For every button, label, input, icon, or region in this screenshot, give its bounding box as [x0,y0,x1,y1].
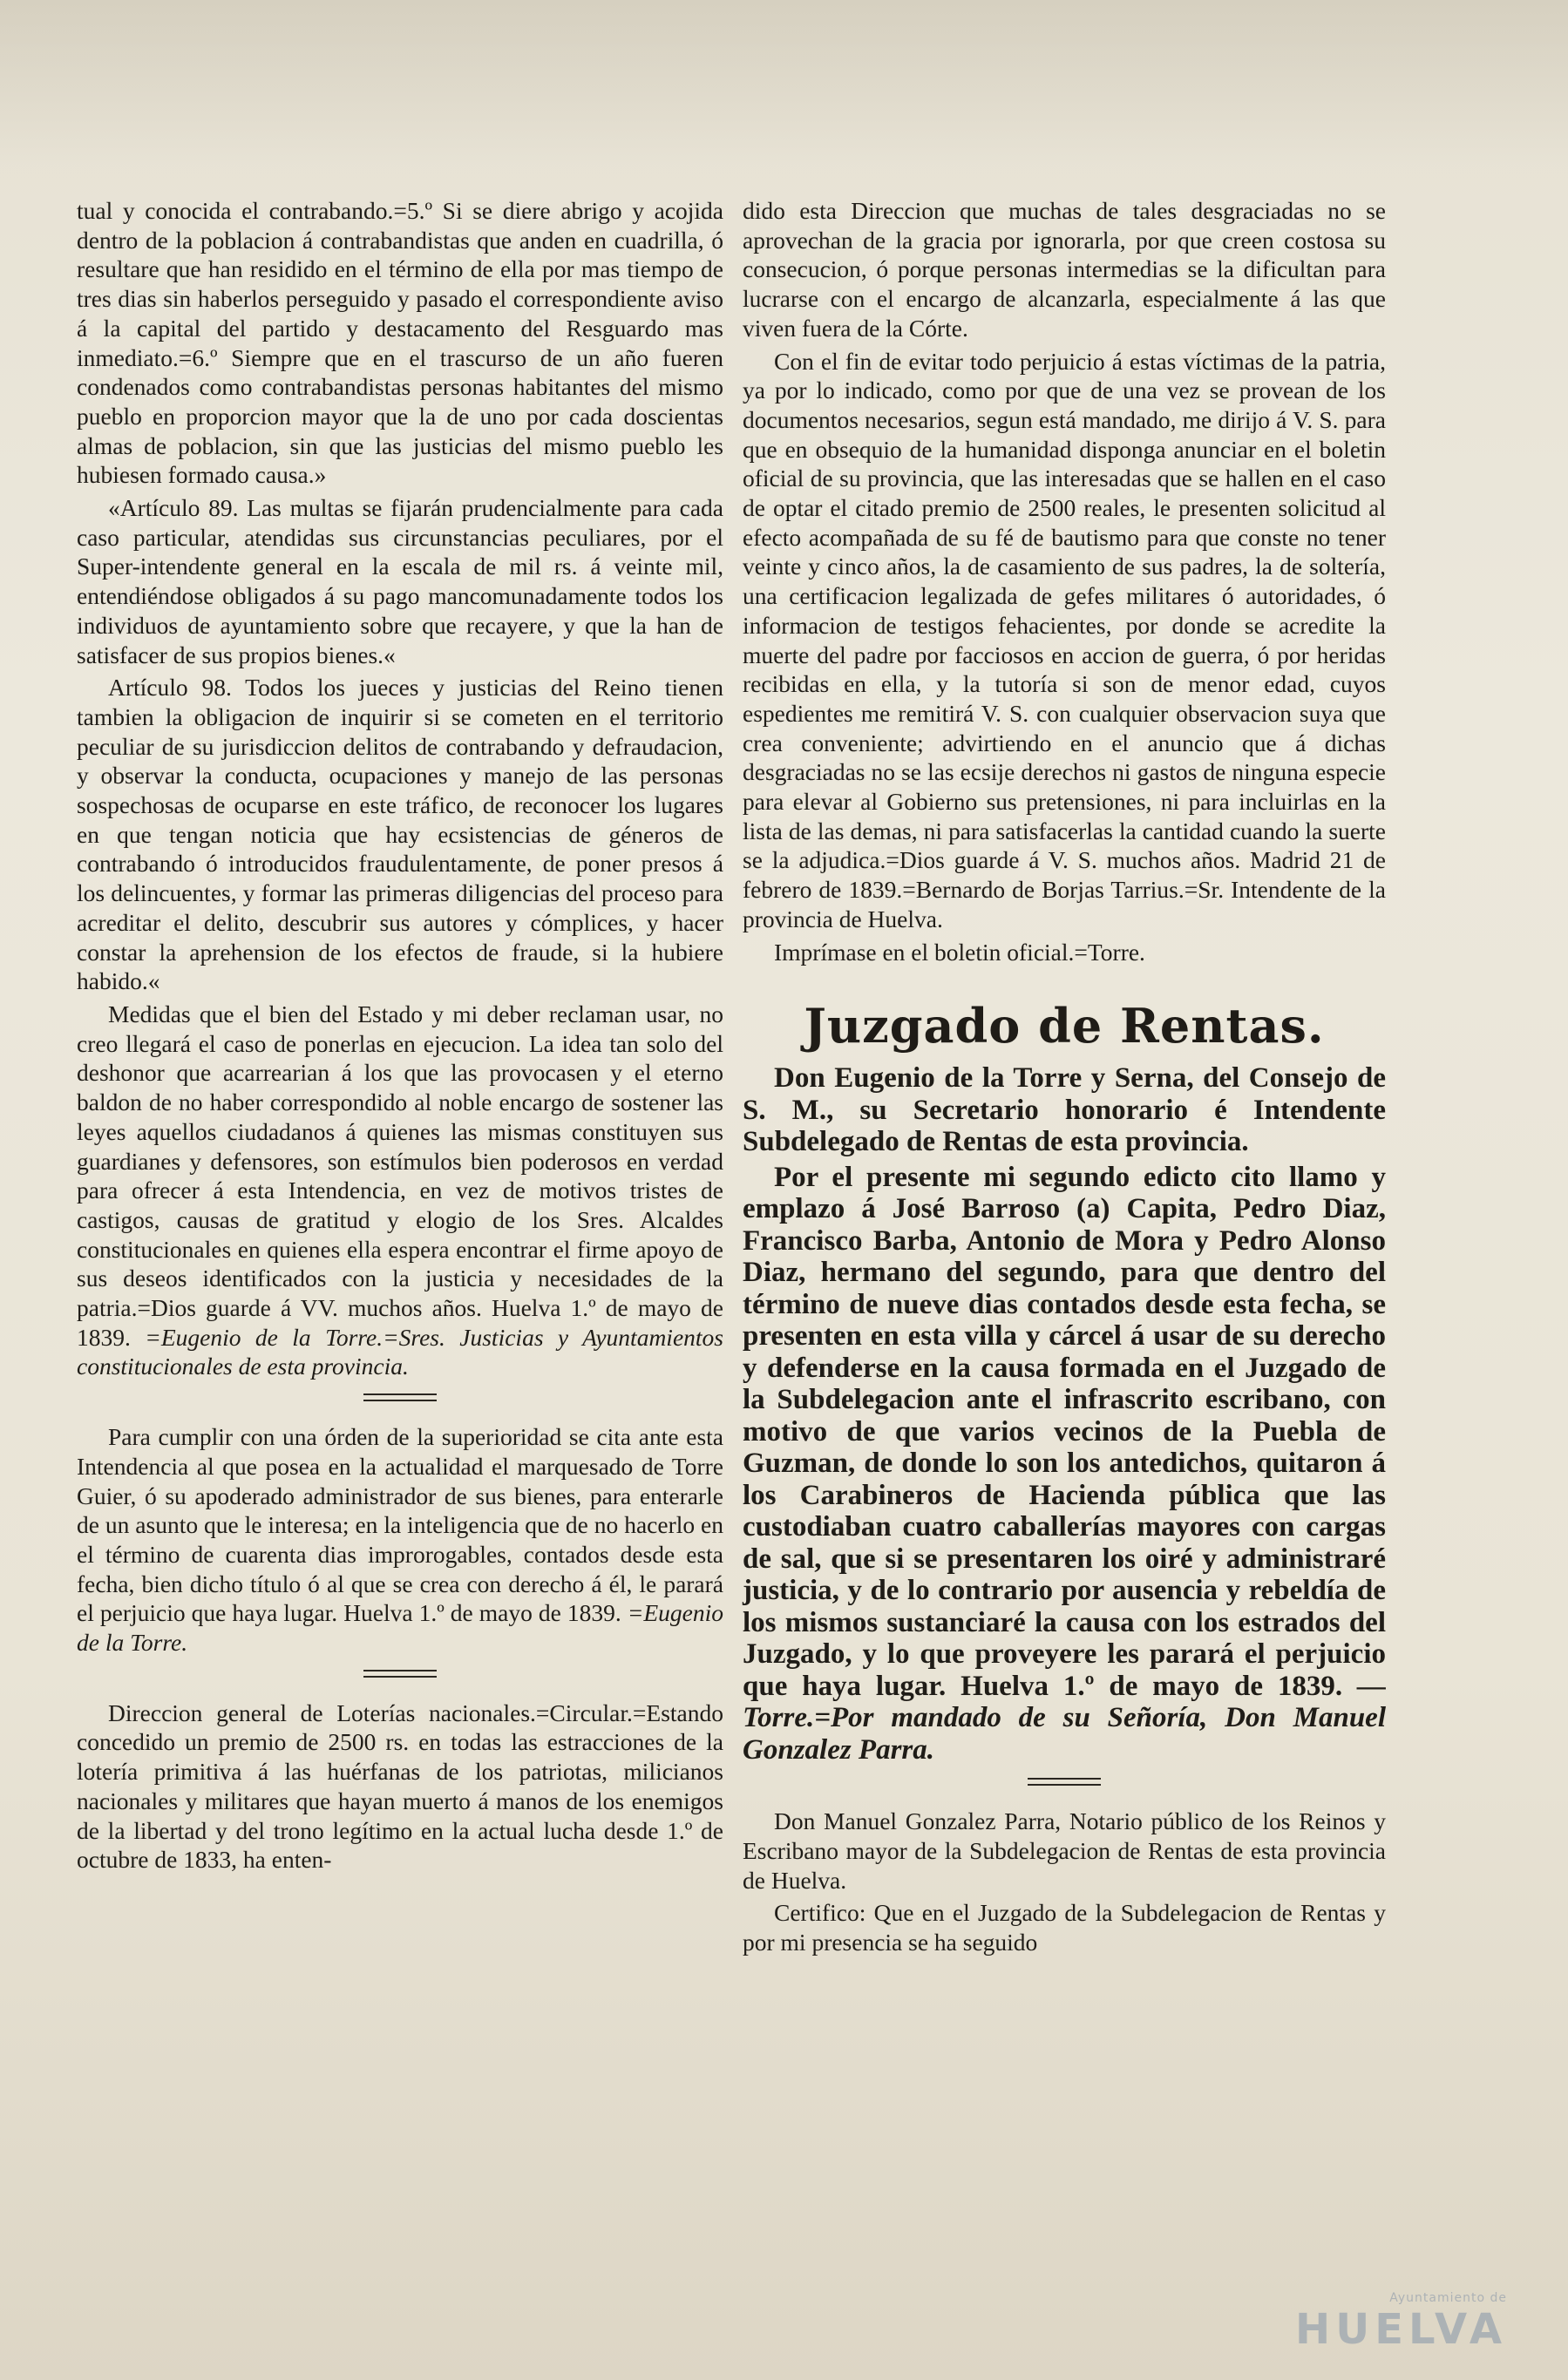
paragraph-premio: Con el fin de evitar todo perjuicio á estas víctimas de la patria, ya por lo indicado, como por que de una vez se provean de los documentos necesarios, segun está mandado, me dirijo á V. S. para que en obsequio de la humanidad disponga anunciar en el boletin oficial de su provincia, que las interesadas que se hallen en el caso de optar el citado premio de 2500 reales, le presenten solicitud al efecto acompañada de su fé de bautismo para que conste no tener veinte y cinco años, la de casamiento de sus padres, la de soltería, una certificacion legalizada de gefes militares ó autoridades, ó informacion de testigos fehacientes, por donde se acredite la muerte del padre por facciosos en accion de guerra, ó por heridas recibidas en ella, y la tutoría si son de menor edad, cuyos espedientes me remitirá V. S. con cualquier observacion suya que crea conveniente; advirtiendo en el anuncio que á dichas desgraciadas no se las ecsije derechos ni gastos de ninguna especie para elevar al Gobierno sus pretensiones, ni para incluirlas en la lista de las demas, ni para satisfacerlas la cantidad cuando la suerte se la adjudica.=Dios guarde á V. S. muchos años. Madrid 21 de febrero de 1839.=Bernardo de Borjas Tarrius.=Sr. Intendente de la provincia de Huelva. [743,347,1386,932]
signature-torre: —Torre.=Por mandado de su Señoría, Don Manuel Gonzalez Parra. [743,1670,1386,1766]
paragraph-direccion-cont: dido esta Direccion que muchas de tales desgraciadas no se aprovechan de la gracia por ignorarla, por que creen costosa su consecucion, ó porque personas intermedias se la dificultan para lucrarse con el encargo de alcanzarla, especialmente á las que viven fuera de la Córte. [743,197,1386,342]
paragraph-articulo-98: Artículo 98. Todos los jueces y justicias del Reino tienen tambien la obligacion de inquirir si se cometen en el territorio peculiar de su jurisdiccion delitos de contrabando y defraudacion, y observar la conducta, ocupaciones y manejo de las personas sospechosas de ocuparse en este tráfico, de reconocer los lugares en que tengan noticia que hay ecsistencias de géneros de contrabando ó introducidos fraudulentamente, de poner presos á los delincuentes, y formar las primeras diligencias del proceso para acreditar el delito, descubrir sus autores y cómplices, y hacer constar la aprehension de los efectos de fraude, si la hubiere habido.« [77,674,723,995]
paragraph-don-eugenio: Don Eugenio de la Torre y Serna, del Consejo de S. M., su Secretario honorario é Intendente Subdelegado de Rentas de esta provincia. [743,1062,1386,1158]
signature-eugenio-2: =Eugenio de la Torre. [77,1599,724,1657]
watermark-big-text: HUELVA [1295,2305,1507,2354]
section-heading: Juzgado de Rentas. [804,998,1325,1054]
section-divider [363,1670,437,1678]
archive-watermark [1295,2291,1507,2354]
edict-block [743,1062,1386,1766]
paragraph-notario: Don Manuel Gonzalez Parra, Notario público de los Reinos y Escribano mayor de la Subdelegacion de Rentas de esta provincia de Huelva. [743,1807,1386,1894]
left-column [77,196,723,1878]
right-column [743,196,1386,1961]
medidas-text: Medidas que el bien del Estado y mi deber reclaman usar, no creo llegará el caso de ponerlas en ejecucion. La idea tan solo del deshonor que acarrearian á los que las provocasen y el eterno baldon de no haber correspondido al noble encargo de sostener las leyes aquellos ciudadanos á quienes las mismas constituyen sus guardianes y defensores, son estímulos bien poderosos en verdad para ofrecer á esta Intendencia, en vez de motivos tristes de castigos, causas de gratitud y elogio de los Sres. Alcaldes constitucionales en quienes ella espera encontrar el firme apoyo de sus deseos identificados con la justicia y necesidades de la patria.=Dios guarde á VV. muchos años. Huelva 1.º de mayo de 1839. [77,1000,723,1351]
paragraph-certifico: Certifico: Que en el Juzgado de la Subdelegacion de Rentas y por mi presencia se ha seguido [743,1899,1386,1956]
paragraph-edicto [743,1162,1386,1766]
section-divider [363,1393,437,1401]
edicto-text: Por el presente mi segundo edicto cito llamo y emplazo á José Barroso (a) Capita, Pedro Diaz, Francisco Barba, Antonio de Mora y Pedro Alonso Diaz, hermano del segundo, para que dentro del término de nueve dias contados desde esta fecha, se presenten en esta villa y cárcel á usar de su derecho y defenderse en la causa formada en el Juzgado de la Subdelegacion ante el infrascrito escribano, con motivo de que varios vecinos de la Puebla de Guzman, de donde lo son los antedichos, quitaron á los Carabineros de Hacienda pública que las custodiaban cuatro caballerías mayores con cargas de sal, que si se presentaren los oiré y administraré justicia, y de lo contrario por ausencia y rebeldía de los mismos sustanciaré la causa con los estrados del Juzgado, y lo que proveyere les parará el perjuicio que haya lugar. Huelva 1.º de mayo de 1839. [743,1161,1386,1702]
paragraph-marquesado [77,1422,723,1658]
section-divider [1028,1778,1101,1786]
paragraph-imprimase: Imprímase en el boletin oficial.=Torre. [774,938,1145,966]
signature-eugenio-1: =Eugenio de la Torre.=Sres. Justicias y Ayuntamientos constitucionales de esta provincia. [77,1323,723,1380]
paragraph-contrabando-conditions: tual y conocida el contrabando.=5.º Si se diere abrigo y acojida dentro de la poblacion á contrabandistas que anden en cuadrilla, ó resultare que han residido en el término de ella por mas tiempo de tres dias sin haberlos perseguido y pasado el correspondiente aviso á la capital del partido y destacamento del Resguardo mas inmediato.=6.º Siempre que en el trascurso de un año fueren condenados como contrabandistas personas habitantes del mismo pueblo en proporcion mayor que la de uno por cada doscientas almas de poblacion, sin que las justicias del mismo pueblo les hubiesen formado causa.» [77,197,723,489]
paragraph-loterias: Direccion general de Loterías nacionales.=Circular.=Estando concedido un premio de 2500 rs. en todas las estracciones de la lotería primitiva á las huérfanas de los patriotas, milicianos nacionales y militares que hayan muerto á manos de los enemigos de la libertad y del trono legítimo en la actual lucha desde 1.º de octubre de 1833, ha enten- [77,1699,723,1874]
marquesado-text: Para cumplir con una órden de la superioridad se cita ante esta Intendencia al que posea en la actualidad el marquesado de Torre Guier, ó su apoderado administrador de sus bienes, para enterarle de un asunto que le interesa; en la inteligencia que de no hacerlo en el término de cuarenta dias improrogables, contados desde esta fecha, bien dicho título ó al que se crea con derecho á él, le parará el perjuicio que haya lugar. Huelva 1.º de mayo de 1839. [77,1423,723,1627]
bleed-through-shadow [0,0,1568,166]
paragraph-articulo-89: «Artículo 89. Las multas se fijarán prudencialmente para cada caso particular, atendidas sus circunstancias peculiares, por el Super-intendente general en la escala de mil rs. á veinte mil, entendiéndose obligados á su pago mancomunadamente todos los individuos de ayuntamiento sobre que recayere, y que la han de satisfacer de sus propios bienes.« [77,494,723,668]
paragraph-medidas [77,1000,723,1381]
watermark-small-text: Ayuntamiento de [1389,2291,1507,2305]
